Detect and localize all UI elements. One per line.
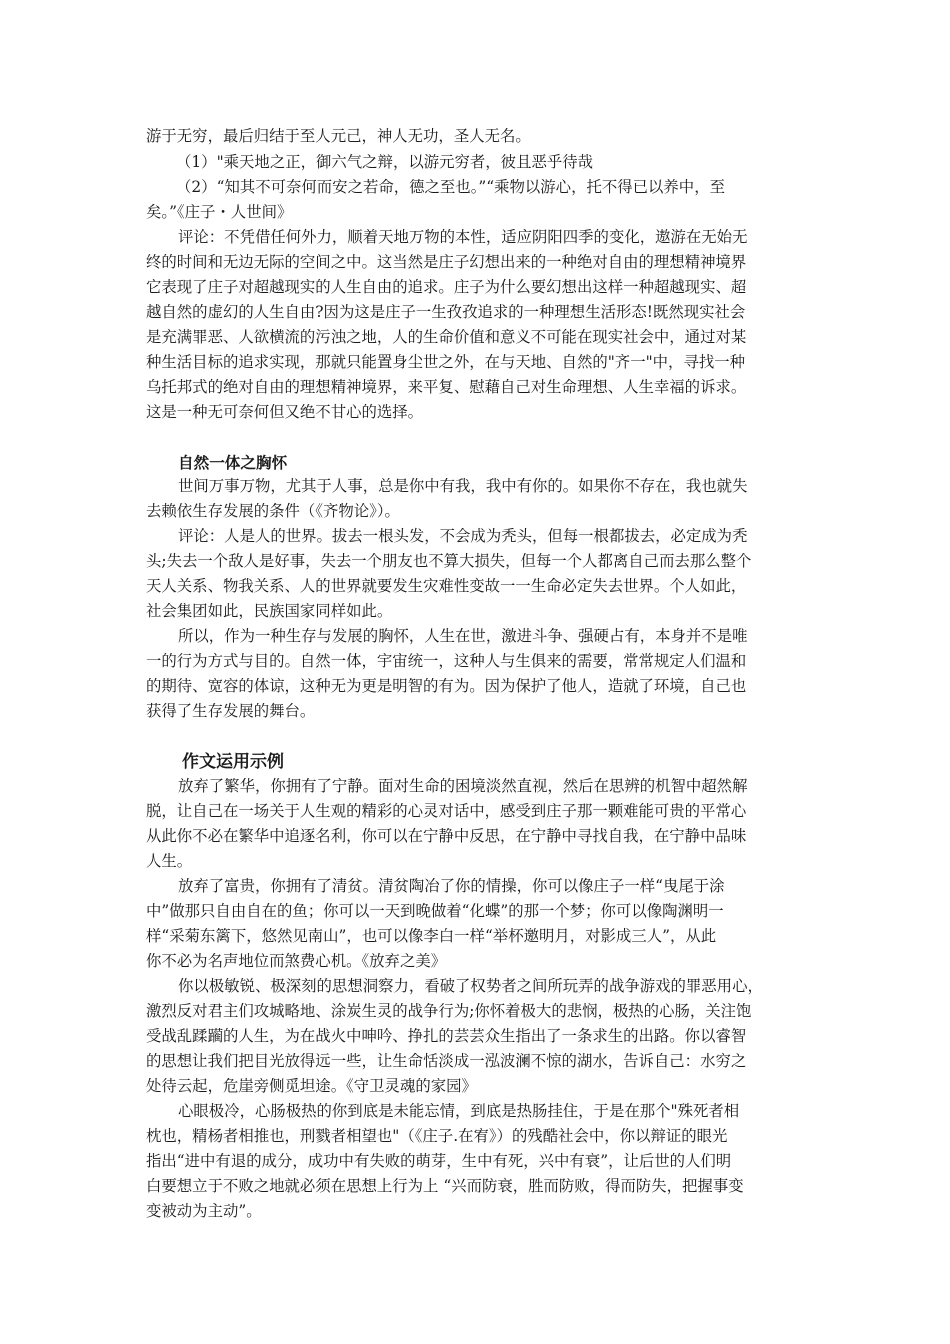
commentary-line: 天人关系、物我关系、人的世界就要发生灾难性变故一一生命必定失去世界。个人如此， (146, 577, 747, 595)
text-line: 所以，作为一种生存与发展的胸怀，人生在世，激进斗争、强硬占有，本身并不是唯 (178, 627, 748, 645)
commentary-line: 乌托邦式的绝对自由的理想精神境界，来平复、慰藉自己对生命理想、人生幸福的诉求。 (146, 378, 747, 396)
text-line: 去赖依生存发展的条件（《齐物论》）。 (146, 502, 400, 520)
text-line: 你以极敏锐、极深刻的思想洞察力，看破了权势者之间所玩弄的战争游戏的罪恶用心， (178, 977, 763, 995)
text-line: 放弃了繁华，你拥有了宁静。面对生命的困境淡然直视，然后在思辨的机智中超然解 (178, 777, 748, 795)
text-line: 枕也，精杨者相推也，刑戮者相望也"（《庄子.在宥》）的残酷社会中，你以辩证的眼光 (146, 1127, 728, 1145)
text-line: 游于无穷，最后归结于至人元己，神人无功，圣人无名。 (146, 127, 531, 145)
text-line: 白要想立于不败之地就必须在思想上行为上 “兴而防衰，胜而防败，得而防失，把握事变 (146, 1177, 744, 1195)
commentary-line: 这是一种无可奈何但又绝不甘心的选择。 (146, 403, 424, 421)
text-line: 处待云起，危崖旁侧觅坦途。《守卫灵魂的家园》 (146, 1077, 477, 1095)
text-line: 受战乱蹂躏的人生，为在战火中呻吟、挣扎的芸芸众生指出了一条求生的出路。你以睿智 (146, 1027, 747, 1045)
text-line: 变被动为主动”。 (146, 1202, 262, 1220)
commentary-line: 评论：人是人的世界。拔去一根头发，不会成为秃头，但每一根都拔去，必定成为秃 (178, 527, 748, 545)
section-heading: 作文运用示例 (182, 752, 284, 772)
commentary-line: 社会集团如此，民族国家同样如此。 (146, 602, 393, 620)
text-line: 样“采菊东篱下，悠然见南山”，也可以像李白一样“举杯邀明月，对影成三人”，从此 (146, 927, 717, 945)
commentary-line: 评论：不凭借任何外力，顺着天地万物的本性，适应阴阳四季的变化，遨游在无始无 (178, 228, 748, 246)
text-line: 的思想让我们把目光放得远一些，让生命恬淡成一泓波澜不惊的湖水，告诉自己：水穷之 (146, 1052, 747, 1070)
text-line: 激烈反对君主们攻城略地、涂炭生灵的战争行为;你怀着极大的悲悯，极热的心肠，关注饱 (146, 1002, 752, 1020)
commentary-line: 头;失去一个敌人是好事，失去一个朋友也不算大损失，但每一个人都离自己而去那么整个 (146, 552, 752, 570)
quote-1: （1）"乘天地之正，御六气之辩，以游元穷者，彼且恶乎待哉 (176, 153, 594, 171)
commentary-line: 是充满罪恶、人欲横流的污浊之地，人的生命价值和意义不可能在现实社会中，通过对某 (146, 328, 747, 346)
text-line: 矣。”《庄子・人世间》 (146, 203, 293, 221)
text-line: 获得了生存发展的舞台。 (146, 702, 316, 720)
text-line: 一的行为方式与目的。自然一体，宇宙统一，这种人与生俱来的需要，常常规定人们温和 (146, 652, 747, 670)
section-heading: 自然一体之胸怀 (178, 454, 288, 472)
text-line: 脱，让自己在一场关于人生观的精彩的心灵对话中，感受到庄子那一颗难能可贵的平常心 (146, 802, 747, 820)
commentary-line: 它表现了庄子对超越现实的人生自由的追求。庄子为什么要幻想出这样一种超越现实、超 (146, 278, 747, 296)
text-line: 人生。 (146, 852, 193, 870)
text-line: 的期待、宽容的体谅，这种无为更是明智的有为。因为保护了他人，造就了环境，自己也 (146, 677, 747, 695)
commentary-line: 终的时间和无边无际的空间之中。这当然是庄子幻想出来的一种绝对自由的理想精神境界 (146, 253, 747, 271)
commentary-line: 种生活目标的追求实现，那就只能置身尘世之外，在与天地、自然的"齐一"中，寻找一种 (146, 353, 746, 371)
text-line: 指出“进中有退的成分，成功中有失败的萌芽，生中有死，兴中有衰”，让后世的人们明 (146, 1152, 732, 1170)
text-line: 放弃了富贵，你拥有了清贫。清贫陶冶了你的情操，你可以像庄子一样“曳尾于涂 (178, 877, 725, 895)
text-line: 从此你不必在繁华中追逐名利，你可以在宁静中反思，在宁静中寻找自我，在宁静中品味 (146, 827, 747, 845)
text-line: 世间万事万物，尤其于人事，总是你中有我，我中有你的。如果你不存在，我也就失 (178, 477, 748, 495)
text-line: 你不必为名声地位而煞费心机。《放弃之美》 (146, 952, 447, 970)
commentary-line: 越自然的虚幻的人生自由?因为这是庄子一生孜孜追求的一种理想生活形态!既然现实社会 (146, 303, 746, 321)
quote-2: （2）“知其不可奈何而安之若命，德之至也。”“乘物以游心，托不得已以养中，至 (176, 178, 725, 196)
text-line: 心眼极冷，心肠极热的你到底是未能忘情，到底是热肠挂住，于是在那个"殊死者相 (178, 1102, 740, 1120)
text-line: 中”做那只自由自在的鱼；你可以一天到晚做着“化蝶”的那一个梦；你可以像陶渊明一 (146, 902, 724, 920)
